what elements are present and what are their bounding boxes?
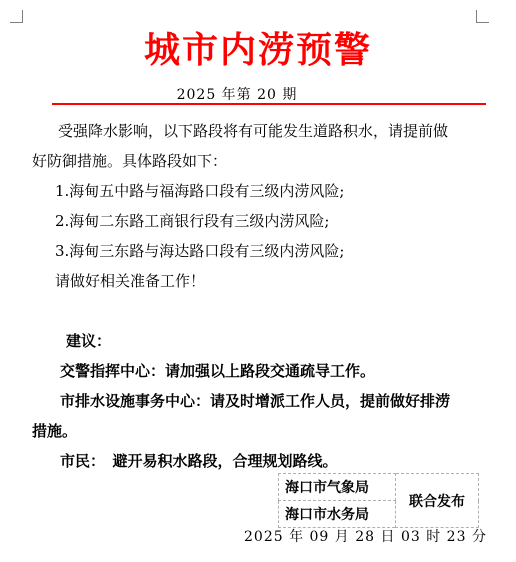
- issue-number: 2025 年第 20 期: [176, 87, 298, 103]
- issuer-meteorological-bureau: 海口市气象局: [279, 474, 396, 501]
- spacer: [60, 296, 490, 326]
- road-item-2: 2.海甸二东路工商银行段有三级内涝风险;: [55, 212, 330, 230]
- issuer-table: [278, 473, 479, 528]
- advice-citizens: 市民： 避开易积水路段，合理规划路线。: [60, 452, 338, 470]
- joint-release-label: 联合发布: [396, 474, 479, 528]
- document-body: [32, 116, 490, 476]
- intro-line-2: 好防御措施。具体路段如下：: [32, 152, 228, 170]
- advice-traffic: 交警指挥中心：请加强以上路段交通疏导工作。: [60, 362, 376, 380]
- intro-line-1: 受强降水影响，以下路段将有可能发生道路积水，请提前做: [58, 122, 449, 140]
- issuer-water-bureau: 海口市水务局: [279, 501, 396, 528]
- red-divider-line: [52, 103, 486, 105]
- road-item-1: 1.海甸五中路与福海路口段有三级内涝风险;: [55, 182, 345, 200]
- advice-heading: 建议：: [66, 332, 112, 350]
- crop-mark-top-right: [476, 10, 489, 23]
- advice-drainage-line-2: 措施。: [32, 422, 78, 440]
- road-item-3: 3.海甸三东路与海达路口段有三级内涝风险;: [55, 242, 345, 260]
- advice-drainage-line-1: 市排水设施事务中心：请及时增派工作人员，提前做好排涝: [60, 392, 451, 410]
- prepare-note: 请做好相关准备工作！: [55, 272, 206, 290]
- crop-mark-top-left: [10, 10, 23, 23]
- document-title: 城市内涝预警: [143, 29, 372, 71]
- release-datetime: 2025 年 09 月 28 日 03 时 23 分: [244, 529, 487, 545]
